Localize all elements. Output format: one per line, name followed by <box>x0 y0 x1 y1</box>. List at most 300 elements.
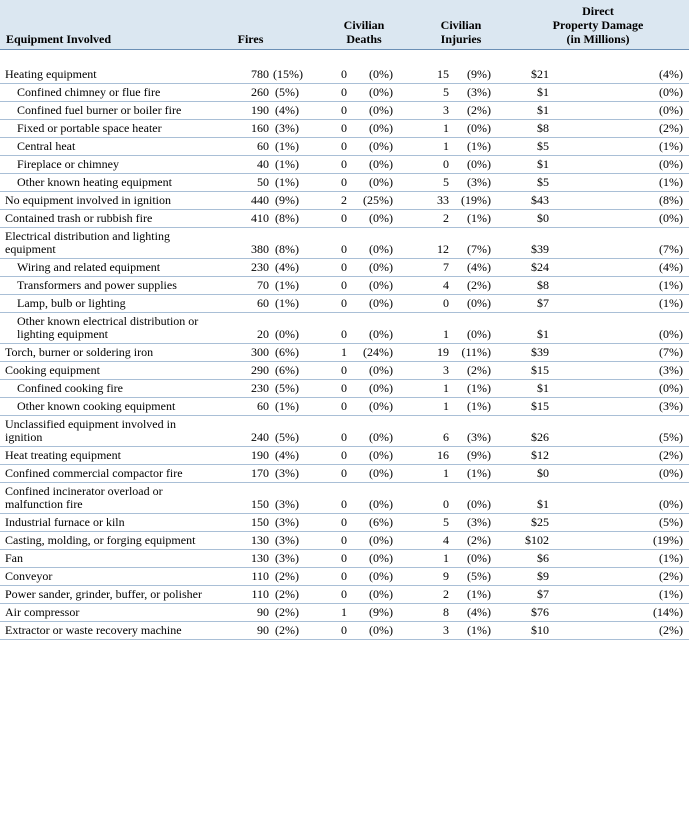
cell-gap <box>551 483 617 514</box>
cell-injuries: 9 <box>415 568 451 586</box>
cell-injuries-pct: (3%) <box>451 84 507 102</box>
cell-injuries-pct: (1%) <box>451 138 507 156</box>
header-damage-line1: Direct <box>582 4 614 18</box>
cell-fires-pct: (3%) <box>271 532 313 550</box>
cell-damage-pct: (3%) <box>617 362 689 380</box>
cell-damage-pct: (14%) <box>617 604 689 622</box>
cell-damage-pct: (1%) <box>617 138 689 156</box>
table-row <box>0 174 689 192</box>
cell-equipment: Contained trash or rubbish fire <box>0 210 216 228</box>
table-row <box>0 228 689 259</box>
cell-fires: 410 <box>216 210 271 228</box>
cell-equipment: Unclassified equipment involved in ignition <box>0 416 216 447</box>
cell-damage-pct: (1%) <box>617 550 689 568</box>
cell-fires: 130 <box>216 532 271 550</box>
cell-equipment: Fixed or portable space heater <box>0 120 216 138</box>
cell-injuries: 4 <box>415 277 451 295</box>
cell-deaths: 0 <box>313 483 349 514</box>
cell-deaths-pct: (0%) <box>349 156 415 174</box>
cell-fires: 300 <box>216 344 271 362</box>
table-row <box>0 102 689 120</box>
cell-fires: 230 <box>216 259 271 277</box>
cell-injuries: 15 <box>415 66 451 84</box>
cell-damage: $8 <box>507 277 551 295</box>
cell-damage: $1 <box>507 156 551 174</box>
cell-damage: $1 <box>507 102 551 120</box>
cell-gap <box>551 228 617 259</box>
cell-gap <box>551 465 617 483</box>
cell-injuries-pct: (2%) <box>451 102 507 120</box>
cell-deaths-pct: (0%) <box>349 138 415 156</box>
cell-fires-pct: (4%) <box>271 259 313 277</box>
cell-injuries-pct: (4%) <box>451 604 507 622</box>
table-row <box>0 84 689 102</box>
cell-damage: $15 <box>507 398 551 416</box>
cell-gap <box>551 174 617 192</box>
header-equipment: Equipment Involved <box>0 0 216 50</box>
cell-equipment: No equipment involved in ignition <box>0 192 216 210</box>
cell-deaths-pct: (0%) <box>349 416 415 447</box>
cell-fires-pct: (6%) <box>271 362 313 380</box>
cell-gap <box>551 604 617 622</box>
cell-deaths-pct: (0%) <box>349 483 415 514</box>
spacer-cell <box>0 50 689 67</box>
cell-injuries-pct: (3%) <box>451 174 507 192</box>
cell-fires: 130 <box>216 550 271 568</box>
cell-damage: $21 <box>507 66 551 84</box>
cell-injuries-pct: (19%) <box>451 192 507 210</box>
cell-deaths-pct: (0%) <box>349 120 415 138</box>
cell-gap <box>551 259 617 277</box>
cell-damage-pct: (0%) <box>617 483 689 514</box>
cell-damage-pct: (1%) <box>617 277 689 295</box>
cell-gap <box>551 313 617 344</box>
cell-fires-pct: (15%) <box>271 66 313 84</box>
cell-injuries: 6 <box>415 416 451 447</box>
cell-fires: 160 <box>216 120 271 138</box>
cell-equipment: Heating equipment <box>0 66 216 84</box>
cell-fires: 290 <box>216 362 271 380</box>
cell-deaths: 0 <box>313 102 349 120</box>
cell-fires: 150 <box>216 514 271 532</box>
cell-injuries-pct: (2%) <box>451 362 507 380</box>
cell-damage-pct: (2%) <box>617 447 689 465</box>
header-civilian-deaths <box>313 0 415 50</box>
cell-injuries: 1 <box>415 120 451 138</box>
cell-injuries: 16 <box>415 447 451 465</box>
cell-fires-pct: (2%) <box>271 586 313 604</box>
cell-damage-pct: (5%) <box>617 514 689 532</box>
cell-deaths: 0 <box>313 313 349 344</box>
cell-damage-pct: (4%) <box>617 259 689 277</box>
cell-damage-pct: (0%) <box>617 465 689 483</box>
cell-damage: $5 <box>507 174 551 192</box>
header-deaths-line2: Deaths <box>346 32 382 46</box>
cell-damage-pct: (0%) <box>617 210 689 228</box>
cell-equipment: Conveyor <box>0 568 216 586</box>
cell-gap <box>551 380 617 398</box>
cell-fires-pct: (1%) <box>271 156 313 174</box>
cell-fires-pct: (1%) <box>271 138 313 156</box>
cell-deaths: 1 <box>313 344 349 362</box>
header-fires: Fires <box>216 0 313 50</box>
cell-deaths-pct: (0%) <box>349 313 415 344</box>
cell-damage: $1 <box>507 380 551 398</box>
cell-deaths-pct: (0%) <box>349 532 415 550</box>
cell-deaths-pct: (0%) <box>349 622 415 640</box>
cell-gap <box>551 586 617 604</box>
cell-damage: $39 <box>507 344 551 362</box>
cell-fires: 40 <box>216 156 271 174</box>
table-row <box>0 295 689 313</box>
cell-injuries-pct: (3%) <box>451 514 507 532</box>
spacer-row <box>0 50 689 67</box>
cell-gap <box>551 568 617 586</box>
cell-injuries: 1 <box>415 380 451 398</box>
cell-gap <box>551 192 617 210</box>
table-row <box>0 465 689 483</box>
table-header-row <box>0 0 689 50</box>
cell-injuries-pct: (3%) <box>451 416 507 447</box>
cell-fires-pct: (5%) <box>271 416 313 447</box>
cell-damage: $1 <box>507 313 551 344</box>
cell-damage: $12 <box>507 447 551 465</box>
table-row <box>0 277 689 295</box>
cell-gap <box>551 622 617 640</box>
cell-equipment: Confined chimney or flue fire <box>0 84 216 102</box>
cell-gap <box>551 66 617 84</box>
cell-injuries-pct: (2%) <box>451 277 507 295</box>
table-row <box>0 120 689 138</box>
cell-fires-pct: (9%) <box>271 192 313 210</box>
cell-damage: $24 <box>507 259 551 277</box>
cell-fires-pct: (3%) <box>271 483 313 514</box>
header-civilian-injuries <box>415 0 507 50</box>
cell-deaths-pct: (0%) <box>349 66 415 84</box>
cell-deaths: 0 <box>313 622 349 640</box>
cell-fires: 60 <box>216 295 271 313</box>
cell-fires-pct: (3%) <box>271 465 313 483</box>
cell-equipment: Electrical distribution and lighting equipment <box>0 228 216 259</box>
table-row <box>0 514 689 532</box>
table-row <box>0 398 689 416</box>
cell-equipment: Cooking equipment <box>0 362 216 380</box>
cell-injuries-pct: (7%) <box>451 228 507 259</box>
cell-deaths: 0 <box>313 532 349 550</box>
cell-deaths-pct: (6%) <box>349 514 415 532</box>
cell-deaths-pct: (0%) <box>349 210 415 228</box>
cell-gap <box>551 210 617 228</box>
cell-fires-pct: (5%) <box>271 84 313 102</box>
table-row <box>0 586 689 604</box>
cell-deaths: 0 <box>313 156 349 174</box>
cell-injuries: 0 <box>415 483 451 514</box>
cell-deaths-pct: (25%) <box>349 192 415 210</box>
cell-deaths-pct: (0%) <box>349 295 415 313</box>
cell-injuries: 0 <box>415 156 451 174</box>
cell-damage: $9 <box>507 568 551 586</box>
table-row <box>0 313 689 344</box>
cell-injuries: 5 <box>415 514 451 532</box>
cell-damage: $0 <box>507 465 551 483</box>
cell-injuries-pct: (0%) <box>451 156 507 174</box>
cell-equipment: Other known heating equipment <box>0 174 216 192</box>
cell-damage-pct: (8%) <box>617 192 689 210</box>
cell-deaths: 0 <box>313 398 349 416</box>
table-row <box>0 447 689 465</box>
cell-deaths: 0 <box>313 380 349 398</box>
cell-deaths-pct: (0%) <box>349 174 415 192</box>
cell-fires-pct: (1%) <box>271 174 313 192</box>
cell-damage: $7 <box>507 295 551 313</box>
cell-injuries: 8 <box>415 604 451 622</box>
table-row <box>0 259 689 277</box>
cell-damage: $1 <box>507 483 551 514</box>
cell-damage-pct: (7%) <box>617 228 689 259</box>
cell-fires-pct: (6%) <box>271 344 313 362</box>
cell-injuries-pct: (1%) <box>451 398 507 416</box>
cell-equipment: Confined fuel burner or boiler fire <box>0 102 216 120</box>
cell-equipment: Torch, burner or soldering iron <box>0 344 216 362</box>
table-row <box>0 156 689 174</box>
cell-deaths: 0 <box>313 447 349 465</box>
cell-fires: 260 <box>216 84 271 102</box>
cell-injuries: 1 <box>415 138 451 156</box>
header-property-damage <box>507 0 689 50</box>
cell-fires: 190 <box>216 447 271 465</box>
cell-damage: $26 <box>507 416 551 447</box>
cell-deaths-pct: (0%) <box>349 447 415 465</box>
table-row <box>0 622 689 640</box>
cell-injuries-pct: (1%) <box>451 465 507 483</box>
cell-equipment: Industrial furnace or kiln <box>0 514 216 532</box>
cell-damage: $25 <box>507 514 551 532</box>
header-injuries-line1: Civilian <box>440 18 482 32</box>
cell-fires-pct: (2%) <box>271 568 313 586</box>
cell-injuries-pct: (0%) <box>451 313 507 344</box>
cell-injuries: 2 <box>415 586 451 604</box>
cell-equipment: Central heat <box>0 138 216 156</box>
cell-gap <box>551 447 617 465</box>
cell-damage: $10 <box>507 622 551 640</box>
cell-damage-pct: (5%) <box>617 416 689 447</box>
cell-gap <box>551 398 617 416</box>
cell-deaths-pct: (24%) <box>349 344 415 362</box>
cell-fires: 90 <box>216 604 271 622</box>
cell-damage-pct: (3%) <box>617 398 689 416</box>
cell-fires-pct: (4%) <box>271 102 313 120</box>
cell-injuries-pct: (0%) <box>451 120 507 138</box>
table-row <box>0 210 689 228</box>
table-row <box>0 344 689 362</box>
cell-injuries: 1 <box>415 465 451 483</box>
cell-equipment: Confined commercial compactor fire <box>0 465 216 483</box>
cell-equipment: Power sander, grinder, buffer, or polisher <box>0 586 216 604</box>
cell-damage: $102 <box>507 532 551 550</box>
cell-gap <box>551 532 617 550</box>
cell-fires: 110 <box>216 568 271 586</box>
cell-gap <box>551 514 617 532</box>
cell-fires: 50 <box>216 174 271 192</box>
cell-injuries: 4 <box>415 532 451 550</box>
cell-fires-pct: (2%) <box>271 604 313 622</box>
cell-equipment: Air compressor <box>0 604 216 622</box>
cell-deaths: 0 <box>313 259 349 277</box>
table-body <box>0 50 689 640</box>
cell-gap <box>551 344 617 362</box>
cell-deaths: 0 <box>313 295 349 313</box>
cell-deaths-pct: (0%) <box>349 259 415 277</box>
cell-deaths: 0 <box>313 84 349 102</box>
cell-injuries: 1 <box>415 550 451 568</box>
cell-injuries-pct: (0%) <box>451 295 507 313</box>
cell-damage-pct: (0%) <box>617 156 689 174</box>
cell-damage-pct: (2%) <box>617 568 689 586</box>
cell-injuries: 1 <box>415 398 451 416</box>
table-row <box>0 66 689 84</box>
cell-fires: 70 <box>216 277 271 295</box>
cell-injuries: 2 <box>415 210 451 228</box>
cell-deaths: 0 <box>313 550 349 568</box>
cell-fires-pct: (3%) <box>271 120 313 138</box>
cell-deaths: 0 <box>313 210 349 228</box>
cell-fires: 90 <box>216 622 271 640</box>
cell-gap <box>551 156 617 174</box>
cell-equipment: Transformers and power supplies <box>0 277 216 295</box>
cell-injuries-pct: (5%) <box>451 568 507 586</box>
cell-injuries-pct: (9%) <box>451 66 507 84</box>
cell-deaths-pct: (0%) <box>349 84 415 102</box>
cell-fires: 780 <box>216 66 271 84</box>
header-deaths-line1: Civilian <box>343 18 385 32</box>
cell-injuries: 3 <box>415 362 451 380</box>
cell-fires: 60 <box>216 398 271 416</box>
cell-damage-pct: (1%) <box>617 586 689 604</box>
cell-deaths: 1 <box>313 604 349 622</box>
cell-deaths-pct: (0%) <box>349 228 415 259</box>
cell-fires-pct: (1%) <box>271 398 313 416</box>
cell-injuries-pct: (9%) <box>451 447 507 465</box>
cell-injuries-pct: (11%) <box>451 344 507 362</box>
cell-fires-pct: (0%) <box>271 313 313 344</box>
cell-damage: $15 <box>507 362 551 380</box>
table-row <box>0 362 689 380</box>
cell-injuries-pct: (2%) <box>451 532 507 550</box>
table-row <box>0 604 689 622</box>
cell-equipment: Fireplace or chimney <box>0 156 216 174</box>
cell-equipment: Wiring and related equipment <box>0 259 216 277</box>
table-row <box>0 380 689 398</box>
cell-deaths: 0 <box>313 362 349 380</box>
table-row <box>0 192 689 210</box>
cell-damage: $6 <box>507 550 551 568</box>
cell-gap <box>551 416 617 447</box>
cell-fires-pct: (2%) <box>271 622 313 640</box>
cell-deaths: 0 <box>313 277 349 295</box>
cell-injuries: 33 <box>415 192 451 210</box>
cell-gap <box>551 295 617 313</box>
cell-injuries-pct: (1%) <box>451 586 507 604</box>
cell-fires: 110 <box>216 586 271 604</box>
cell-fires-pct: (4%) <box>271 447 313 465</box>
cell-damage-pct: (19%) <box>617 532 689 550</box>
cell-fires: 380 <box>216 228 271 259</box>
cell-deaths: 0 <box>313 465 349 483</box>
cell-equipment: Casting, molding, or forging equipment <box>0 532 216 550</box>
cell-injuries-pct: (1%) <box>451 380 507 398</box>
cell-equipment: Confined incinerator overload or malfunction fire <box>0 483 216 514</box>
cell-injuries: 19 <box>415 344 451 362</box>
cell-injuries-pct: (1%) <box>451 210 507 228</box>
cell-fires: 20 <box>216 313 271 344</box>
cell-gap <box>551 277 617 295</box>
header-damage-line2: Property Damage <box>552 18 644 32</box>
cell-gap <box>551 84 617 102</box>
table-row <box>0 532 689 550</box>
cell-fires: 190 <box>216 102 271 120</box>
cell-injuries: 3 <box>415 102 451 120</box>
table-row <box>0 483 689 514</box>
cell-deaths-pct: (0%) <box>349 586 415 604</box>
cell-injuries: 1 <box>415 313 451 344</box>
cell-damage: $43 <box>507 192 551 210</box>
cell-damage: $0 <box>507 210 551 228</box>
cell-damage: $1 <box>507 84 551 102</box>
cell-fires-pct: (3%) <box>271 514 313 532</box>
cell-equipment: Lamp, bulb or lighting <box>0 295 216 313</box>
cell-deaths: 0 <box>313 514 349 532</box>
cell-damage: $7 <box>507 586 551 604</box>
cell-injuries: 0 <box>415 295 451 313</box>
cell-damage-pct: (4%) <box>617 66 689 84</box>
cell-injuries: 12 <box>415 228 451 259</box>
cell-damage: $5 <box>507 138 551 156</box>
cell-damage: $76 <box>507 604 551 622</box>
cell-deaths-pct: (0%) <box>349 568 415 586</box>
table-row <box>0 138 689 156</box>
cell-injuries: 5 <box>415 174 451 192</box>
cell-gap <box>551 362 617 380</box>
cell-fires-pct: (1%) <box>271 277 313 295</box>
cell-gap <box>551 120 617 138</box>
cell-fires: 230 <box>216 380 271 398</box>
cell-fires: 170 <box>216 465 271 483</box>
cell-fires-pct: (3%) <box>271 550 313 568</box>
cell-deaths: 0 <box>313 228 349 259</box>
cell-damage-pct: (0%) <box>617 313 689 344</box>
cell-gap <box>551 138 617 156</box>
cell-gap <box>551 102 617 120</box>
cell-fires: 150 <box>216 483 271 514</box>
table-row <box>0 568 689 586</box>
header-damage-line3: (in Millions) <box>566 32 630 46</box>
cell-fires: 240 <box>216 416 271 447</box>
cell-injuries: 5 <box>415 84 451 102</box>
cell-injuries-pct: (1%) <box>451 622 507 640</box>
cell-deaths: 0 <box>313 416 349 447</box>
cell-damage-pct: (0%) <box>617 84 689 102</box>
cell-deaths-pct: (0%) <box>349 550 415 568</box>
table-row <box>0 416 689 447</box>
cell-deaths: 0 <box>313 586 349 604</box>
cell-injuries: 7 <box>415 259 451 277</box>
cell-deaths: 0 <box>313 568 349 586</box>
cell-fires-pct: (8%) <box>271 210 313 228</box>
cell-fires-pct: (1%) <box>271 295 313 313</box>
cell-gap <box>551 550 617 568</box>
cell-injuries-pct: (4%) <box>451 259 507 277</box>
cell-damage: $8 <box>507 120 551 138</box>
